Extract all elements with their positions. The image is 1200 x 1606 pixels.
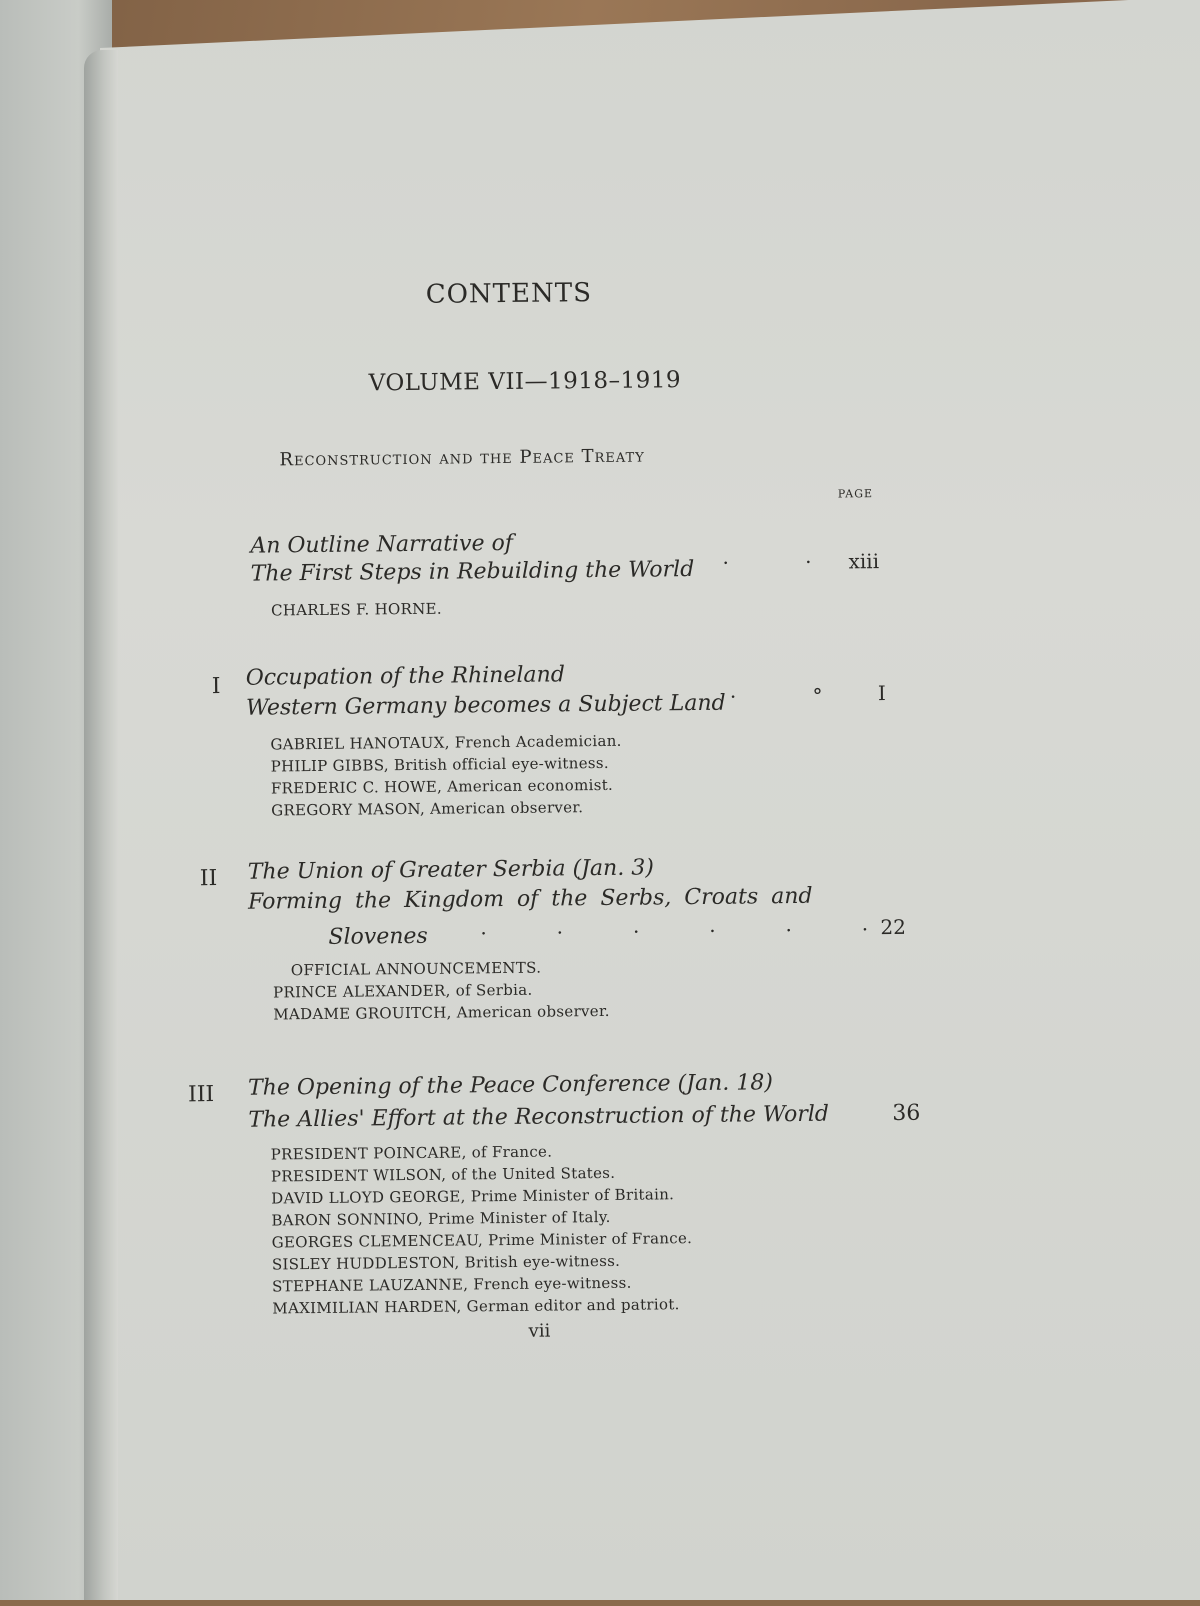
author-description: American economist. bbox=[441, 775, 614, 796]
author-description: of France. bbox=[466, 1142, 553, 1162]
author-description: American observer. bbox=[451, 1001, 610, 1022]
author-description: of Serbia. bbox=[450, 980, 533, 1000]
author-name: MAXIMILIAN HARDEN, bbox=[272, 1297, 462, 1318]
dot-leader: · ° bbox=[729, 683, 823, 709]
entry-page-number: I bbox=[877, 681, 886, 706]
author-name: SISLEY HUDDLESTON, bbox=[271, 1253, 460, 1274]
entry-title-line: The Union of Greater Serbia (Jan. 3) bbox=[247, 855, 654, 885]
author-name: OFFICIAL ANNOUNCEMENTS. bbox=[290, 958, 542, 980]
author-name: GEORGES CLEMENCEAU, bbox=[271, 1231, 484, 1252]
author-line bbox=[271, 798, 583, 819]
author-name: CHARLES F. HORNE. bbox=[270, 599, 443, 620]
author-description: French Academician. bbox=[449, 731, 622, 752]
author-line bbox=[271, 1143, 553, 1164]
entry-title-line: Forming the Kingdom of the Serbs, Croats and bbox=[247, 883, 813, 915]
entry-page-number: xiii bbox=[848, 549, 880, 574]
author-line bbox=[272, 1274, 632, 1296]
entry-title-line: Slovenes bbox=[328, 923, 428, 950]
entry-title-line: The Opening of the Peace Conference (Jan. 18) bbox=[247, 1070, 773, 1101]
author-description: Prime Minister of France. bbox=[482, 1229, 693, 1250]
entry-title-line: The First Steps in Rebuilding the World bbox=[250, 557, 695, 587]
author-line bbox=[272, 1295, 679, 1317]
chapter-numeral: I bbox=[211, 673, 221, 700]
author-line bbox=[291, 959, 542, 980]
dot-leader: · · bbox=[722, 549, 812, 575]
author-line bbox=[270, 732, 621, 754]
author-description: American observer. bbox=[424, 798, 584, 818]
entry-title-line: An Outline Narrative of bbox=[250, 530, 514, 559]
author-line bbox=[271, 1185, 674, 1207]
dot-leader: · · · · · · bbox=[480, 917, 869, 946]
author-description: British official eye-witness. bbox=[388, 753, 609, 775]
author-line bbox=[271, 754, 609, 776]
author-name: MADAME GROUITCH, bbox=[273, 1003, 452, 1024]
entry-title-line: Occupation of the Rhineland bbox=[245, 662, 565, 691]
author-line bbox=[271, 1164, 616, 1186]
chapter-numeral: III bbox=[187, 1082, 215, 1108]
author-description: French eye-witness. bbox=[468, 1273, 632, 1294]
author-line bbox=[272, 1229, 693, 1251]
author-description: of the United States. bbox=[446, 1163, 616, 1184]
entry-page-number: 36 bbox=[892, 1100, 921, 1126]
author-description: British eye-witness. bbox=[459, 1251, 621, 1272]
author-name: PRESIDENT POINCARE, bbox=[270, 1143, 467, 1164]
author-description: German editor and patriot. bbox=[461, 1295, 680, 1316]
page-column-label: PAGE bbox=[837, 487, 874, 501]
section-subtitle: Reconstruction and the Peace Treaty bbox=[279, 445, 645, 471]
author-name: FREDERIC C. HOWE, bbox=[270, 777, 443, 798]
author-name: PRINCE ALEXANDER, bbox=[272, 981, 451, 1002]
author-name: STEPHANE LAUZANNE, bbox=[272, 1275, 469, 1296]
chapter-numeral: II bbox=[199, 866, 218, 892]
author-line bbox=[272, 1252, 621, 1274]
author-line bbox=[273, 1002, 610, 1024]
entry-title-line: Western Germany becomes a Subject Land bbox=[245, 690, 726, 721]
author-line bbox=[273, 981, 533, 1002]
author-name: BARON SONNINO, bbox=[271, 1209, 424, 1230]
entry-title-line: The Allies' Effort at the Reconstruction of the World bbox=[248, 1101, 830, 1133]
author-name: PHILIP GIBBS, bbox=[270, 756, 389, 776]
author-line bbox=[271, 600, 442, 620]
author-name: DAVID LLOYD GEORGE, bbox=[271, 1187, 466, 1208]
page-title: CONTENTS bbox=[425, 278, 593, 310]
author-line bbox=[271, 776, 613, 798]
entry-page-number: 22 bbox=[880, 914, 906, 940]
author-name: GABRIEL HANOTAUX, bbox=[270, 733, 450, 754]
author-name: GREGORY MASON, bbox=[271, 799, 426, 820]
author-line bbox=[271, 1208, 610, 1230]
folio-page-number: vii bbox=[528, 1320, 551, 1342]
author-name: PRESIDENT WILSON, bbox=[270, 1165, 447, 1186]
author-description: Prime Minister of Britain. bbox=[465, 1185, 675, 1206]
volume-heading: VOLUME VII—1918–1919 bbox=[368, 367, 682, 397]
author-description: Prime Minister of Italy. bbox=[422, 1207, 611, 1228]
